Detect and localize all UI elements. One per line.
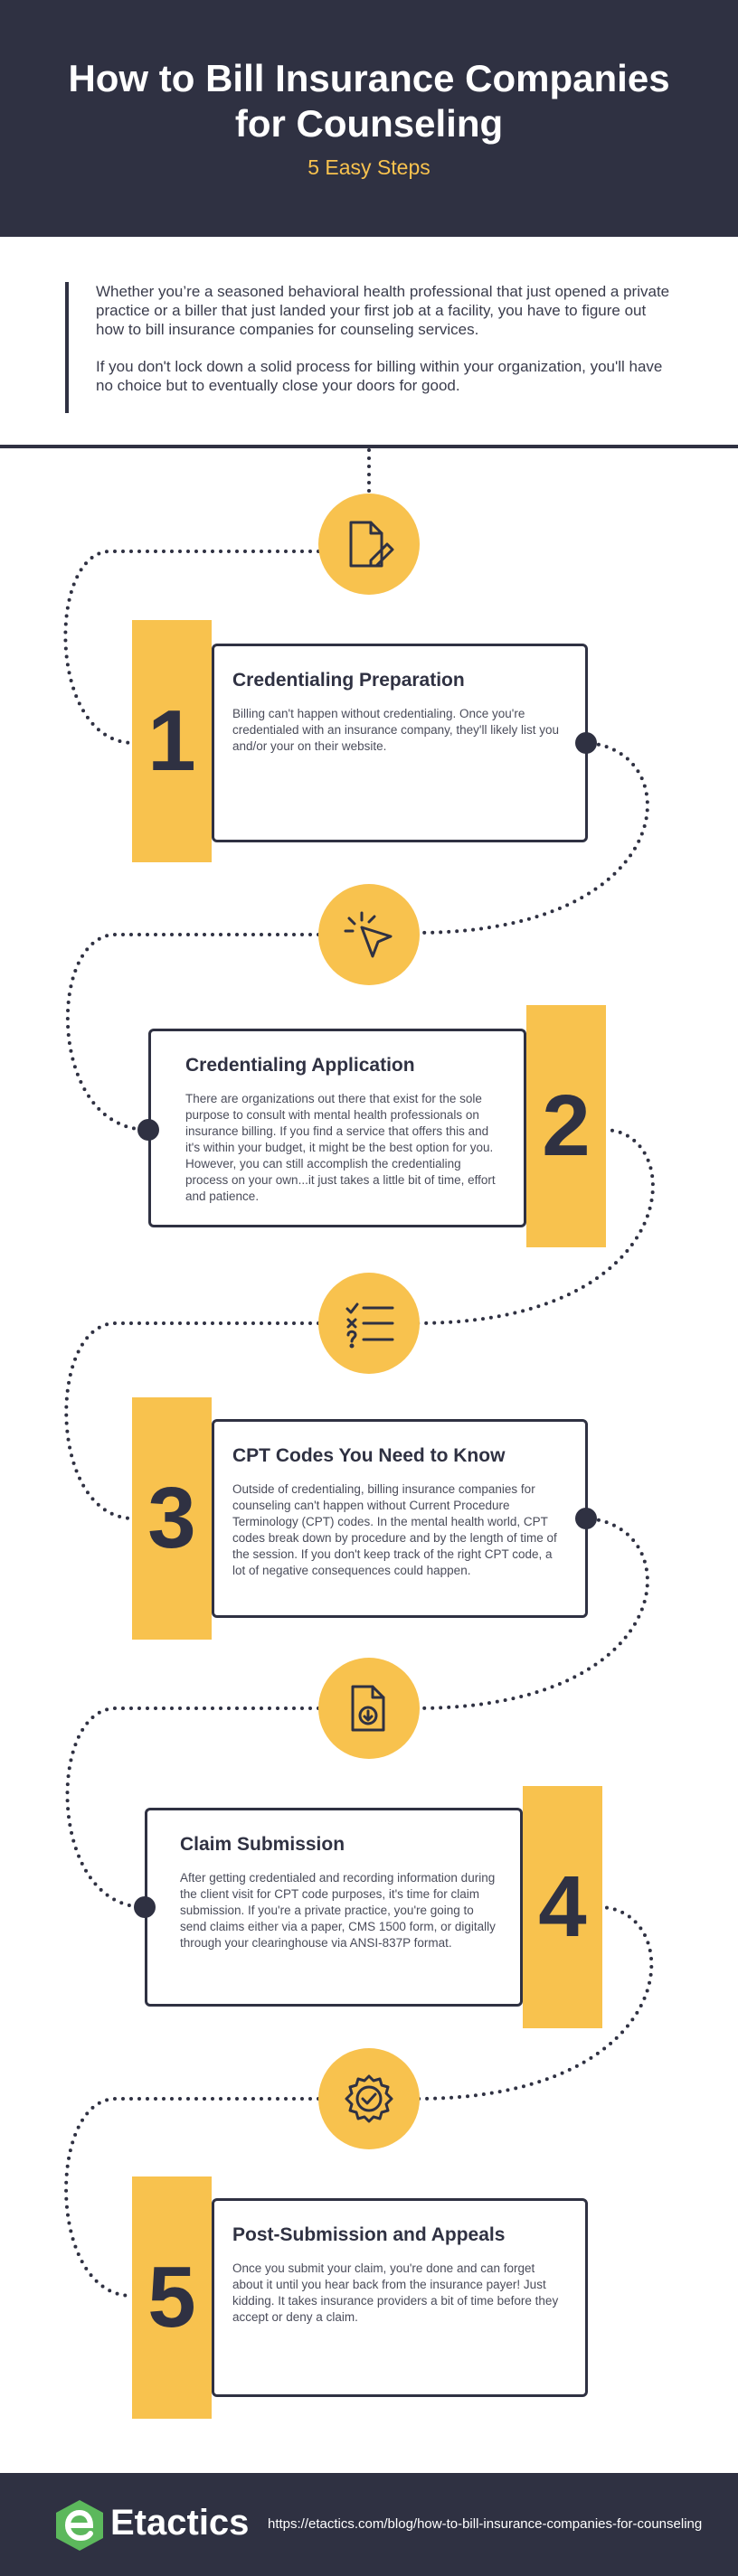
connector-dot <box>575 1508 597 1529</box>
step-2-title: Credentialing Application <box>185 1055 415 1076</box>
step-1-body: Billing can't happen without credentialing. Once you're credentialed with an insurance company, they'll likely list you and/or your on their website. <box>232 707 560 753</box>
page-title: How to Bill Insurance Companies for Counseling <box>68 57 670 145</box>
step-4-body: After getting credentialed and recording information during the client visit for CPT code purposes, it's time for claim submission. If you're a private practice, you're going to send claims either via a paper, CMS 1500 form, or digitally through your clearinghouse via ANSI-837P format. <box>180 1871 496 1950</box>
source-url[interactable]: https://etactics.com/blog/how-to-bill-insurance-companies-for-counseling <box>268 2516 703 2532</box>
connector-dot <box>575 732 597 754</box>
page-subtitle: 5 Easy Steps <box>308 155 430 179</box>
step-1-number: 1 <box>147 692 196 789</box>
step-2-number: 2 <box>542 1077 591 1174</box>
step-3-number: 3 <box>147 1470 196 1566</box>
step-2-body: There are organizations out there that exist for the sole purpose to consult with mental health professionals on insurance billing. If you find a service that offers this and it's within your budget, it might be the best option for you. However, you can still accomplish the credentialing process on your own...it just takes a little bit of time, effort and patience. <box>185 1092 496 1203</box>
step-5-title: Post-Submission and Appeals <box>232 2224 506 2245</box>
step-1-title: Credentialing Preparation <box>232 670 465 691</box>
intro-paragraph-2: If you don't lock down a solid process for billing within your organization, you'll have no choice but to eventually close your doors for good. <box>96 358 663 394</box>
connector-dot <box>137 1119 159 1141</box>
intro-paragraph-1: Whether you’re a seasoned behavioral health professional that just opened a private practice or a biller that just landed your first job at a facility, you have to figure out how to bill insurance companies for counseling services. <box>96 283 670 338</box>
step-4-number: 4 <box>538 1858 587 1955</box>
step-3-title: CPT Codes You Need to Know <box>232 1445 506 1466</box>
step-5-body: Once you submit your claim, you're done and can forget about it until you hear back from the insurance payer! Just kidding. It takes insurance providers a bit of time before they accept or deny a claim. <box>232 2261 559 2324</box>
step-4-title: Claim Submission <box>180 1834 345 1855</box>
step-3-body: Outside of credentialing, billing insurance companies for counseling can't happen without Current Procedure Terminology (CPT) codes. In the mental health world, CPT codes break down by procedure and by the length of time of the session. If you don't keep track of the right CPT code, a lot of negative consequences could happen. <box>232 1482 557 1577</box>
brand-name: Etactics <box>110 2503 250 2543</box>
connector-dot <box>134 1896 156 1918</box>
step-5-number: 5 <box>147 2249 196 2346</box>
etactics-logo-icon <box>54 2498 105 2552</box>
footer <box>0 2473 738 2576</box>
